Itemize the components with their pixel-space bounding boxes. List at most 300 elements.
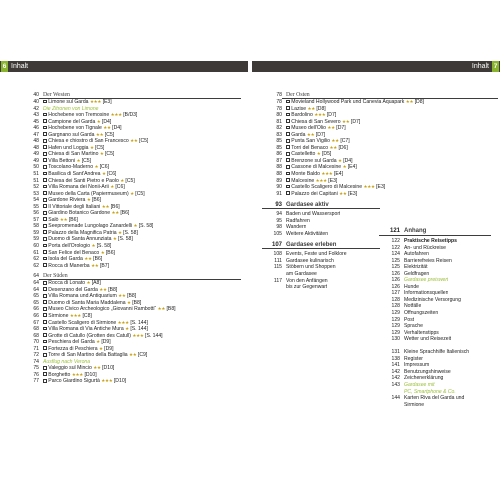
toc-entry-title: Hochebene von Tremosine xyxy=(48,112,110,119)
numbered-square-icon xyxy=(43,119,47,123)
numbered-square-icon xyxy=(286,178,290,182)
map-reference: [B6] xyxy=(105,249,115,256)
rating-stars-icon: ★★ xyxy=(306,131,315,137)
numbered-square-icon xyxy=(286,113,290,117)
rating-stars-icon: ★★ xyxy=(327,125,335,131)
toc-entry-title: Campione del Garda xyxy=(48,118,96,125)
left-header-title: Inhalt xyxy=(11,63,29,70)
numbered-square-icon xyxy=(43,217,47,221)
toc-entry-title: Von den Anfängen xyxy=(286,277,328,284)
toc-page-number: 47 xyxy=(33,131,39,138)
rating-stars-icon: ★★ xyxy=(111,210,119,216)
toc-page-number xyxy=(262,284,282,291)
toc-entry-title: Sirmione xyxy=(404,401,425,408)
map-reference: [C5] xyxy=(125,177,135,184)
toc-page-number: 87 xyxy=(276,157,282,164)
toc-entry-title: Porta dell'Orologio xyxy=(48,243,91,250)
toc-entry-title: bis zur Gegenwart xyxy=(286,284,328,291)
toc-entry-title: Rocca di Manerba xyxy=(48,262,90,269)
toc-page-number: 143 xyxy=(391,382,400,389)
numbered-square-icon xyxy=(43,333,47,337)
numbered-square-icon xyxy=(43,237,47,241)
numbered-square-icon xyxy=(286,106,290,110)
map-reference: [E3] xyxy=(102,99,112,105)
map-reference: [B6] xyxy=(91,197,102,204)
toc-page-number: 122 xyxy=(391,238,400,244)
toc-page-number: 125 xyxy=(391,257,400,264)
rating-stars-icon: ★★ xyxy=(339,190,347,196)
toc-page-number: 71 xyxy=(33,345,39,352)
toc-entry-title: Gardasee kulinarisch xyxy=(286,257,334,264)
numbered-square-icon xyxy=(43,100,47,104)
rating-stars-icon: ★ xyxy=(120,177,124,183)
toc-page-number: 89 xyxy=(276,177,282,184)
toc-page-number: 126 xyxy=(391,283,400,290)
toc-entry-title: Stöbern und Shoppen xyxy=(286,264,336,271)
numbered-square-icon xyxy=(43,379,47,383)
numbered-square-icon xyxy=(43,353,47,357)
numbered-square-icon xyxy=(286,152,290,156)
toc-entry xyxy=(262,191,498,198)
toc-page-number: 78 xyxy=(276,105,282,112)
toc-page-number: 126 xyxy=(391,270,400,277)
numbered-square-icon xyxy=(43,165,47,169)
numbered-square-icon xyxy=(43,113,47,117)
rating-stars-icon: ★ xyxy=(96,339,100,345)
toc-entry-title: Castelletto xyxy=(291,151,316,158)
map-reference: [A8] xyxy=(91,280,101,287)
toc-page-number: 138 xyxy=(391,355,400,362)
toc-entry-title: Post xyxy=(404,316,415,323)
rating-stars-icon: ★ xyxy=(89,144,94,150)
toc-page-number: 43 xyxy=(33,112,39,119)
toc-entry-title: Weitere Aktivitäten xyxy=(286,230,329,237)
numbered-square-icon xyxy=(43,313,47,317)
toc-page-number: 48 xyxy=(33,144,39,151)
toc-entry-title: Kleine Sprachhilfe Italienisch xyxy=(404,349,470,356)
rating-stars-icon: ★★★ xyxy=(315,177,327,183)
rating-stars-icon: ★★ xyxy=(118,293,126,299)
toc-entry-title: Hunde xyxy=(404,283,420,290)
map-reference: [S. 58] xyxy=(118,236,133,243)
numbered-square-icon xyxy=(43,172,47,176)
toc-page-number: 62 xyxy=(33,262,39,269)
rating-stars-icon: ★ xyxy=(316,151,321,157)
toc-entry-title: Malcesine xyxy=(291,177,315,184)
numbered-square-icon xyxy=(286,185,290,189)
toc-page-number: 129 xyxy=(391,316,400,323)
map-reference: [B7] xyxy=(99,262,110,269)
toc-entry-title: Cassone di Malcesine xyxy=(291,164,342,171)
toc-page-number: 142 xyxy=(391,375,400,382)
rating-stars-icon: ★ xyxy=(338,157,342,163)
rating-stars-icon: ★★★ xyxy=(132,332,144,338)
numbered-square-icon xyxy=(43,307,47,311)
numbered-square-icon xyxy=(286,139,290,143)
map-reference: [D4] xyxy=(112,125,122,132)
left-page-header xyxy=(0,61,248,72)
rating-stars-icon: ★★ xyxy=(331,138,339,144)
toc-page-number: 77 xyxy=(33,378,39,385)
map-reference: [D10] xyxy=(102,365,115,372)
rating-stars-icon: ★★ xyxy=(329,144,338,150)
rating-stars-icon: ★★ xyxy=(130,138,138,144)
toc-entry-title: Medizinische Versorgung xyxy=(404,296,461,303)
section-heading-westen: 40 Der Westen xyxy=(11,92,241,99)
toc-page-number: 70 xyxy=(33,339,39,346)
toc-page-number: 62 xyxy=(33,256,39,263)
numbered-square-icon xyxy=(43,244,47,248)
toc-page-number: 98 xyxy=(276,224,282,231)
rating-stars-icon: ★ xyxy=(86,197,91,203)
map-reference: [C9] xyxy=(137,352,148,359)
map-reference: [E4] xyxy=(333,171,344,178)
toc-entry-title: Sprache xyxy=(404,323,423,330)
chapter-heading-anhang: 121 Anhang xyxy=(379,226,491,236)
rating-stars-icon: ★★ xyxy=(405,99,414,104)
toc-entry-title: Museo dell'Olio xyxy=(291,125,326,132)
map-reference: [B6] xyxy=(110,203,120,210)
toc-page-number: 67 xyxy=(33,319,39,326)
toc-entry-title: Toscolano-Maderno xyxy=(48,164,94,171)
map-reference: [S. 144] xyxy=(145,332,163,339)
toc-entry xyxy=(379,402,491,409)
toc-entry-title: Events, Feste und Folklore xyxy=(286,251,347,258)
toc-column-left xyxy=(11,90,241,385)
map-reference: [D7] xyxy=(336,125,346,132)
map-reference: [C7] xyxy=(340,138,350,145)
toc-page-number: 144 xyxy=(391,395,400,402)
toc-page-number: 142 xyxy=(391,368,400,375)
toc-page-number: 124 xyxy=(391,251,400,258)
toc-entry-title: Duomo di Santa Annunziata xyxy=(48,236,112,243)
toc-page-number: 128 xyxy=(391,303,400,310)
toc-page-number: 54 xyxy=(33,197,39,204)
rating-stars-icon: ★★★ xyxy=(71,371,84,377)
rating-stars-icon: ★★★ xyxy=(314,112,326,118)
numbered-square-icon xyxy=(43,257,47,261)
numbered-square-icon xyxy=(43,230,47,234)
numbered-square-icon xyxy=(43,250,47,254)
rating-stars-icon: ★ xyxy=(112,236,117,242)
toc-page-number: 58 xyxy=(33,223,39,230)
toc-page-number: 130 xyxy=(391,336,400,343)
toc-entry-title: Chiesa di San Severo xyxy=(291,118,341,125)
rating-stars-icon: ★ xyxy=(76,157,81,163)
map-reference: [D7] xyxy=(315,131,326,138)
toc-page-number: 64 xyxy=(33,280,39,287)
toc-entry-title: Ausflug nach Verona xyxy=(43,358,91,365)
numbered-square-icon xyxy=(286,165,290,169)
toc-entry-title: Desenzano del Garda xyxy=(48,286,98,293)
map-reference: [D10] xyxy=(84,371,97,378)
map-reference: [D5] xyxy=(321,151,332,158)
toc-page-number: 42 xyxy=(33,105,39,112)
rating-stars-icon: ★ xyxy=(96,118,101,124)
rating-stars-icon: ★★ xyxy=(84,256,92,262)
left-page-number: 6 xyxy=(2,63,7,70)
numbered-square-icon xyxy=(43,346,47,350)
toc-entry-title: Wetter und Reisezeit xyxy=(404,336,452,343)
numbered-square-icon xyxy=(43,263,47,267)
toc-entry-title: Villa Romana di Via Antiche Mura xyxy=(48,326,124,333)
toc-page-number: 49 xyxy=(33,157,39,164)
toc-entry-title: Die Zitronen von Limone xyxy=(43,105,99,112)
map-reference: [C5] xyxy=(139,138,149,145)
toc-page-number: 85 xyxy=(276,144,282,151)
toc-page-number: 49 xyxy=(33,151,39,158)
map-reference: [C6] xyxy=(115,184,125,191)
chapter-heading-erleben: 107 Gardasee erleben xyxy=(262,239,380,249)
toc-page-number: 51 xyxy=(33,177,39,184)
numbered-square-icon xyxy=(43,158,47,162)
toc-page-number: 126 xyxy=(391,277,400,284)
map-reference: [D10] xyxy=(113,378,127,385)
toc-page-number: 45 xyxy=(33,118,39,125)
toc-page-number: 95 xyxy=(276,217,282,224)
toc-entry-title: Seepromenade Lungolago Zanardelli xyxy=(48,223,133,230)
map-reference: [D8] xyxy=(414,99,424,105)
map-reference: [B8] xyxy=(166,306,176,313)
toc-page-number: 129 xyxy=(391,323,400,330)
numbered-square-icon xyxy=(43,294,47,298)
toc-entry-title: An- und Rückreise xyxy=(404,244,446,251)
toc-entry-title: Sirmione xyxy=(48,312,69,319)
toc-entry-title: Movieland Hollywood Park und Canevia Aquapark xyxy=(291,99,405,105)
numbered-square-icon xyxy=(43,139,47,143)
map-reference: [C5] xyxy=(95,144,105,151)
rating-stars-icon: ★★ xyxy=(93,365,101,371)
toc-entry-title: Autofahren xyxy=(404,251,429,258)
rating-stars-icon: ★ xyxy=(127,299,131,305)
toc-entry-title: Barrierefreies Reisen xyxy=(404,257,452,264)
toc-entry-title: Verhaltenstipps xyxy=(404,329,439,336)
rating-stars-icon: ★★ xyxy=(307,105,315,111)
toc-entry-title: Castello Scaligero di Malcesine xyxy=(291,184,363,191)
toc-page-number: 125 xyxy=(391,264,400,271)
toc-entry-title: Torre di San Martino della Battaglia xyxy=(48,352,128,359)
numbered-square-icon xyxy=(43,204,47,208)
toc-entry-title: Gardone Riviera xyxy=(48,197,86,204)
toc-entry-title: Karten Riva del Garda und xyxy=(404,395,465,402)
chapter-heading-aktiv: 93 Gardasee aktiv xyxy=(262,199,380,209)
map-reference: [S. 58] xyxy=(123,229,138,236)
toc-entry-title: Notfälle xyxy=(404,303,422,310)
numbered-square-icon xyxy=(43,372,47,376)
rating-stars-icon: ★ xyxy=(91,243,96,249)
toc-entry-title: Borghetto xyxy=(48,371,71,378)
toc-page-number: 86 xyxy=(276,151,282,158)
toc-entry-title: Castello Scaligero di Sirmione xyxy=(48,319,117,326)
toc-page-number: 76 xyxy=(33,371,39,378)
rating-stars-icon: ★★★ xyxy=(89,99,102,104)
toc-page-number: 53 xyxy=(33,190,39,197)
map-reference: [B8] xyxy=(108,286,118,293)
toc-page-number: 131 xyxy=(391,349,400,356)
toc-entry xyxy=(262,231,380,238)
map-reference: [B8] xyxy=(127,293,137,300)
toc-entry-title: Villa Romana dei Nonii-Arii xyxy=(48,184,109,191)
numbered-square-icon xyxy=(43,145,47,149)
rating-stars-icon: ★ xyxy=(130,190,134,196)
map-reference: [E3] xyxy=(376,184,386,191)
numbered-square-icon xyxy=(286,132,290,136)
toc-page-number: 117 xyxy=(273,277,282,284)
map-reference: [C5] xyxy=(105,151,115,158)
toc-page-number: 83 xyxy=(276,131,282,138)
rating-stars-icon: ★★ xyxy=(129,352,137,358)
toc-entry-title: Hafen und Loggia xyxy=(48,144,89,151)
rating-stars-icon: ★★ xyxy=(95,131,104,137)
map-reference: [S. 58] xyxy=(138,223,154,230)
toc-page-number: 64 xyxy=(33,286,39,293)
map-reference: [D4] xyxy=(101,118,112,125)
numbered-square-icon xyxy=(286,158,290,162)
rating-stars-icon: ★★★ xyxy=(69,312,82,318)
rating-stars-icon: ★ xyxy=(98,345,103,351)
toc-page-number: 88 xyxy=(276,164,282,171)
toc-page-number: 68 xyxy=(33,332,39,339)
map-reference: [C8] xyxy=(82,312,92,319)
right-page-number: 7 xyxy=(493,63,498,70)
numbered-square-icon xyxy=(286,126,290,130)
rating-stars-icon: ★ xyxy=(99,151,104,157)
map-reference: [E3] xyxy=(328,177,338,184)
toc-entry-title: Baden und Wassersport xyxy=(286,211,341,218)
rating-stars-icon: ★ xyxy=(117,229,122,235)
toc-page-number: 68 xyxy=(33,326,39,333)
toc-entry-title: Villa Romana und Antiquarium xyxy=(48,293,117,300)
toc-entry-title: Museo della Carta (Papiermuseum) xyxy=(48,190,129,197)
map-reference: [S. 144] xyxy=(130,319,148,326)
toc-page-number: 66 xyxy=(33,306,39,313)
toc-entry-title: Impressum xyxy=(404,362,430,369)
toc-entry-title: Garda xyxy=(291,131,306,138)
toc-page-number: 65 xyxy=(33,299,39,306)
toc-page-number: 40 xyxy=(33,99,39,105)
map-reference: [S. 58] xyxy=(96,243,112,250)
toc-entry-title: Fortezza di Peschiera xyxy=(48,345,98,352)
rating-stars-icon: ★★ xyxy=(103,125,111,131)
map-reference: [C5] xyxy=(104,131,115,138)
rating-stars-icon: ★★★ xyxy=(363,184,375,190)
numbered-square-icon xyxy=(43,300,47,304)
rating-stars-icon: ★★ xyxy=(157,306,166,312)
numbered-square-icon xyxy=(43,211,47,215)
map-reference: [D4] xyxy=(343,157,353,164)
toc-page-number: 80 xyxy=(276,112,282,119)
rating-stars-icon: ★ xyxy=(100,249,105,255)
toc-entry-title: Giardino Botanico Gardone xyxy=(48,210,111,217)
toc-entry-title: Salò xyxy=(48,216,59,223)
map-reference: [S. 144] xyxy=(130,326,148,333)
map-reference: [E4] xyxy=(347,164,357,171)
toc-page-number: 85 xyxy=(276,138,282,145)
rating-stars-icon: ★ xyxy=(125,326,129,332)
toc-page-number: 59 xyxy=(33,229,39,236)
toc-entry-title: Praktische Reisetipps xyxy=(404,238,457,244)
numbered-square-icon xyxy=(286,191,290,195)
numbered-square-icon xyxy=(43,126,47,130)
toc-page-number: 52 xyxy=(33,184,39,191)
toc-page-number xyxy=(379,402,400,409)
toc-entry-title: Radfahren xyxy=(286,217,310,224)
toc-page-number: 122 xyxy=(391,244,400,251)
toc-page-number: 127 xyxy=(391,290,400,297)
map-reference: [C6] xyxy=(107,171,117,178)
rating-stars-icon: ★ xyxy=(133,223,138,229)
rating-stars-icon: ★★★ xyxy=(117,319,129,325)
toc-page-number: 90 xyxy=(276,184,282,191)
rating-stars-icon: ★★★ xyxy=(101,378,113,384)
map-reference: [B/D3] xyxy=(123,112,138,119)
toc-entry-title: Isola del Garda xyxy=(48,256,83,263)
toc-entry-title: Elektrizität xyxy=(404,264,428,271)
map-reference: [B8] xyxy=(132,299,142,306)
toc-entry-title: San Felice del Benaco xyxy=(48,249,100,256)
toc-page-number: 56 xyxy=(33,210,39,217)
toc-entry-title: am Gardasee xyxy=(286,271,317,278)
toc-entry-title: Grotte di Catullo (Grotten des Catull) xyxy=(48,332,131,339)
toc-entry-title: Lazise xyxy=(291,105,307,112)
map-reference: [D6] xyxy=(338,144,348,151)
map-reference: [D9] xyxy=(104,345,114,352)
rating-stars-icon: ★ xyxy=(101,171,106,177)
rating-stars-icon: ★ xyxy=(342,164,347,170)
toc-page-number: 57 xyxy=(33,216,39,223)
toc-entry xyxy=(262,284,380,291)
map-reference: [E3] xyxy=(348,190,358,197)
toc-entry-title: Palazzo dei Capitani xyxy=(291,190,338,197)
toc-entry-title: Brenzone sul Garda xyxy=(291,157,337,164)
rating-stars-icon: ★ xyxy=(110,184,114,190)
toc-page-number: 108 xyxy=(273,251,282,258)
toc-entry-title: Torri del Benaco xyxy=(291,144,329,151)
numbered-square-icon xyxy=(43,366,47,370)
map-reference: [B6] xyxy=(68,216,78,223)
numbered-square-icon xyxy=(43,191,47,195)
toc-entry-title: Informationsquellen xyxy=(404,290,449,297)
toc-entry-title: Gardasee mit xyxy=(404,382,435,389)
toc-page-number: 75 xyxy=(33,365,39,372)
toc-page-number: 94 xyxy=(276,211,282,218)
numbered-square-icon xyxy=(43,185,47,189)
toc-page-number: 81 xyxy=(276,118,282,125)
rating-stars-icon: ★★★ xyxy=(110,112,122,118)
toc-page-number: 91 xyxy=(276,190,282,197)
toc-entry-title: Chiesa di San Martino xyxy=(48,151,99,158)
rating-stars-icon: ★★ xyxy=(91,262,99,268)
numbered-square-icon xyxy=(43,224,47,228)
map-reference: [D7] xyxy=(326,112,337,119)
toc-page-number: 59 xyxy=(33,236,39,243)
rating-stars-icon: ★ xyxy=(94,164,99,170)
toc-page-number: 115 xyxy=(273,264,282,271)
toc-page-number: 55 xyxy=(33,203,39,210)
numbered-square-icon xyxy=(286,100,290,104)
rating-stars-icon: ★★ xyxy=(59,216,68,222)
toc-page-number: 128 xyxy=(391,296,400,303)
toc-entry-title: Benutzungshinweise xyxy=(404,368,451,375)
toc-page-number: 61 xyxy=(33,249,39,256)
toc-entry-title: Punta San Vigilio xyxy=(291,138,330,145)
toc-page-number: 82 xyxy=(276,125,282,132)
map-reference: [B6] xyxy=(93,256,103,263)
toc-entry-title: PC, Smartphone & Co. xyxy=(404,388,456,395)
toc-page-number: 105 xyxy=(273,230,282,237)
rating-stars-icon: ★★ xyxy=(99,286,107,292)
rating-stars-icon: ★★ xyxy=(342,118,350,124)
